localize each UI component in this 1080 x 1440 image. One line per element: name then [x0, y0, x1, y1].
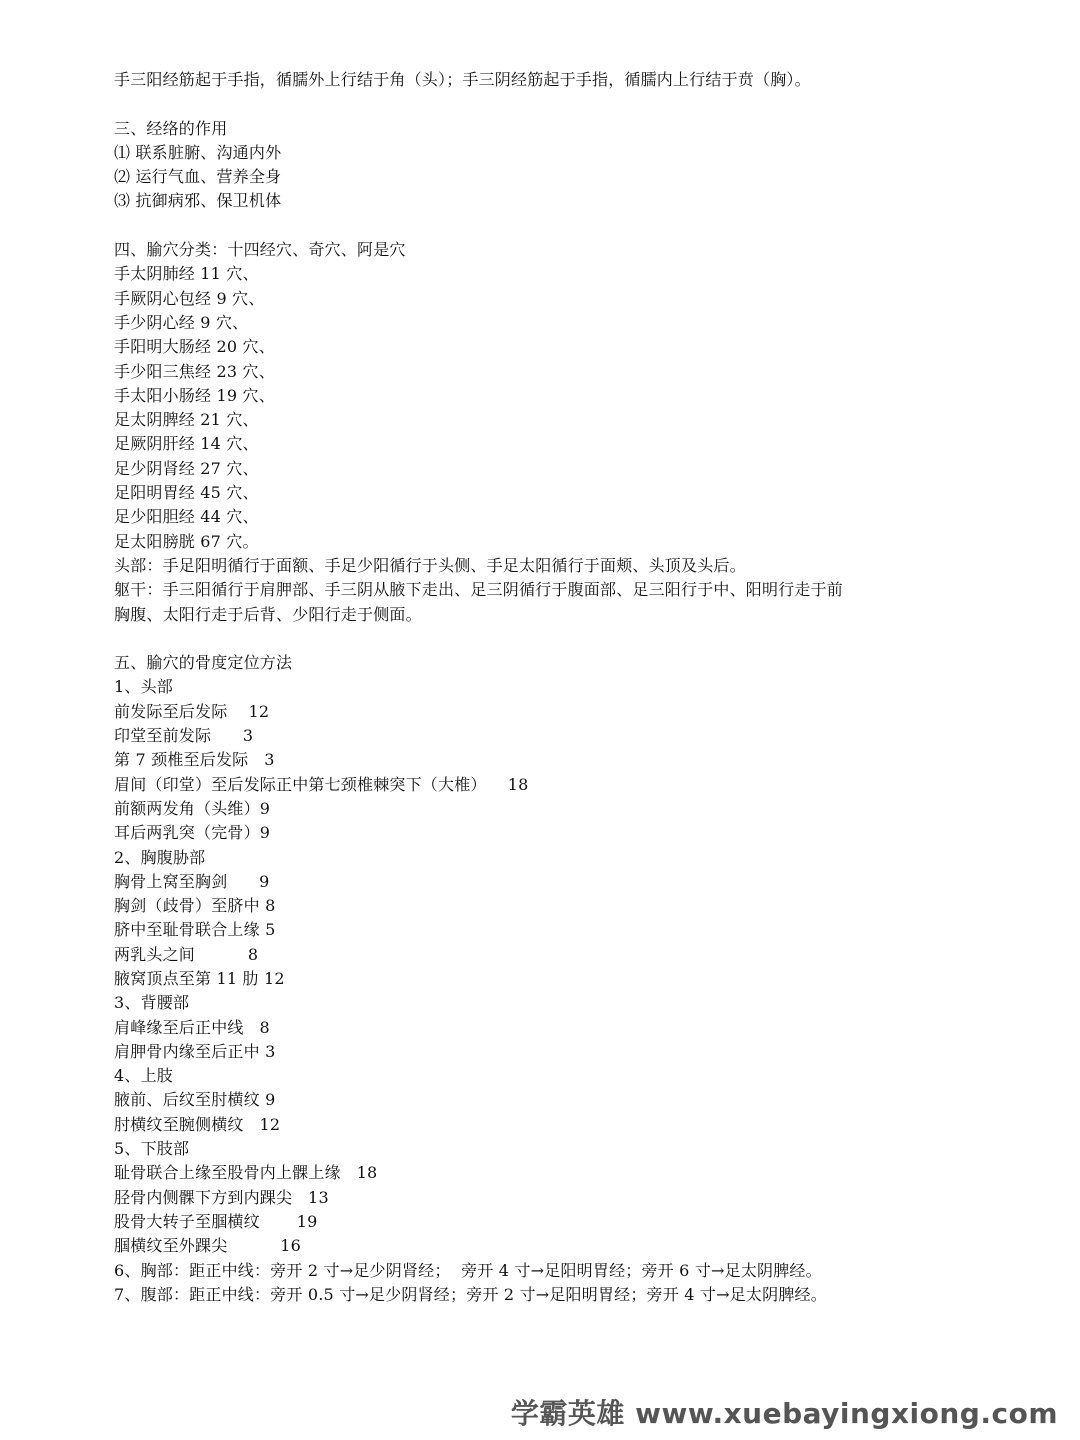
text-line: 手太阴肺经 11 穴、 [114, 264, 259, 284]
text-line: 4、上肢 [114, 1066, 173, 1086]
text-line: 两乳头之间 8 [114, 944, 259, 964]
text-line: 足少阳胆经 44 穴、 [114, 507, 259, 527]
text-line: 头部：手足阳明循行于面额、手足少阳循行于头侧、手足太阳循行于面颊、头顶及头后。 [114, 555, 746, 575]
blank-line [114, 92, 994, 116]
text-line: 手阳明大肠经 20 穴、 [114, 337, 275, 357]
text-line: 腘横纹至外踝尖 16 [114, 1236, 302, 1256]
site-watermark: 学霸英雄 www.xuebayingxiong.com [510, 1397, 1058, 1430]
text-line: 印堂至前发际 3 [114, 726, 254, 746]
document-body [114, 68, 994, 1307]
text-line: 足少阴肾经 27 穴、 [114, 458, 259, 478]
text-line: ⑵ 运行气血、营养全身 [114, 167, 282, 187]
text-line: 手少阳三焦经 23 穴、 [114, 361, 275, 381]
text-line: 手太阳小肠经 19 穴、 [114, 385, 275, 405]
text-line: ⑶ 抗御病邪、保卫机体 [114, 191, 282, 211]
text-line: 躯干：手三阳循行于肩胛部、手三阴从腋下走出、足三阴循行于腹面部、足三阳行于中、阳明行走于前 [114, 580, 844, 600]
blank-line [114, 627, 994, 651]
text-line: 足阳明胃经 45 穴、 [114, 483, 259, 503]
text-line: 前额两发角（头维）9 [114, 798, 271, 818]
text-line: 胸腹、太阳行走于后背、少阳行走于侧面。 [114, 604, 422, 624]
text-line: 腋前、后纹至肘横纹 9 [114, 1090, 276, 1110]
text-line: ⑴ 联系脏腑、沟通内外 [114, 142, 282, 162]
text-line: 眉间（印堂）至后发际正中第七颈椎棘突下（大椎） 18 [114, 774, 529, 794]
text-line: 肘横纹至腕侧横纹 12 [114, 1114, 281, 1134]
text-line: 手少阴心经 9 穴、 [114, 312, 249, 332]
text-line: 肩峰缘至后正中线 8 [114, 1017, 270, 1037]
text-line: 胫骨内侧髁下方到内踝尖 13 [114, 1187, 329, 1207]
text-line: 7、腹部：距正中线：旁开 0.5 寸→足少阴肾经；旁开 2 寸→足阳明胃经；旁开 4 寸→足太阴脾经。 [114, 1284, 827, 1304]
text-line: 足太阳膀胱 67 穴。 [114, 531, 259, 551]
text-line: 脐中至耻骨联合上缘 5 [114, 920, 276, 940]
text-line: 第 7 颈椎至后发际 3 [114, 750, 275, 770]
text-line: 胸剑（歧骨）至脐中 8 [114, 896, 276, 916]
text-line: 三、经络的作用 [114, 118, 228, 138]
text-line: 肩胛骨内缘至后正中 3 [114, 1041, 276, 1061]
text-line: 耻骨联合上缘至股骨内上髁上缘 18 [114, 1163, 378, 1183]
text-line: 足厥阴肝经 14 穴、 [114, 434, 259, 454]
text-line: 手厥阴心包经 9 穴、 [114, 288, 265, 308]
text-line: 四、腧穴分类：十四经穴、奇穴、阿是穴 [114, 240, 406, 260]
text-line: 手三阳经筋起于手指，循臑外上行结于角（头）；手三阴经筋起于手指，循臑内上行结于贲（胸）。 [114, 70, 811, 89]
text-line: 前发际至后发际 12 [114, 701, 270, 721]
text-line: 股骨大转子至腘横纹 19 [114, 1211, 318, 1231]
text-line: 足太阴脾经 21 穴、 [114, 410, 259, 430]
text-line: 1、头部 [114, 677, 173, 697]
text-line: 3、背腰部 [114, 993, 190, 1013]
text-line: 耳后两乳突（完骨）9 [114, 823, 271, 843]
text-line: 胸骨上窝至胸剑 9 [114, 871, 270, 891]
text-line: 五、腧穴的骨度定位方法 [114, 653, 293, 673]
text-line: 6、胸部：距正中线：旁开 2 寸→足少阴肾经； 旁开 4 寸→足阳明胃经；旁开 6 寸→足太阴脾经。 [114, 1260, 822, 1280]
text-line: 2、胸腹胁部 [114, 847, 206, 867]
blank-line [114, 214, 994, 238]
text-line: 腋窝顶点至第 11 肋 12 [114, 968, 285, 988]
text-line: 5、下肢部 [114, 1139, 190, 1159]
